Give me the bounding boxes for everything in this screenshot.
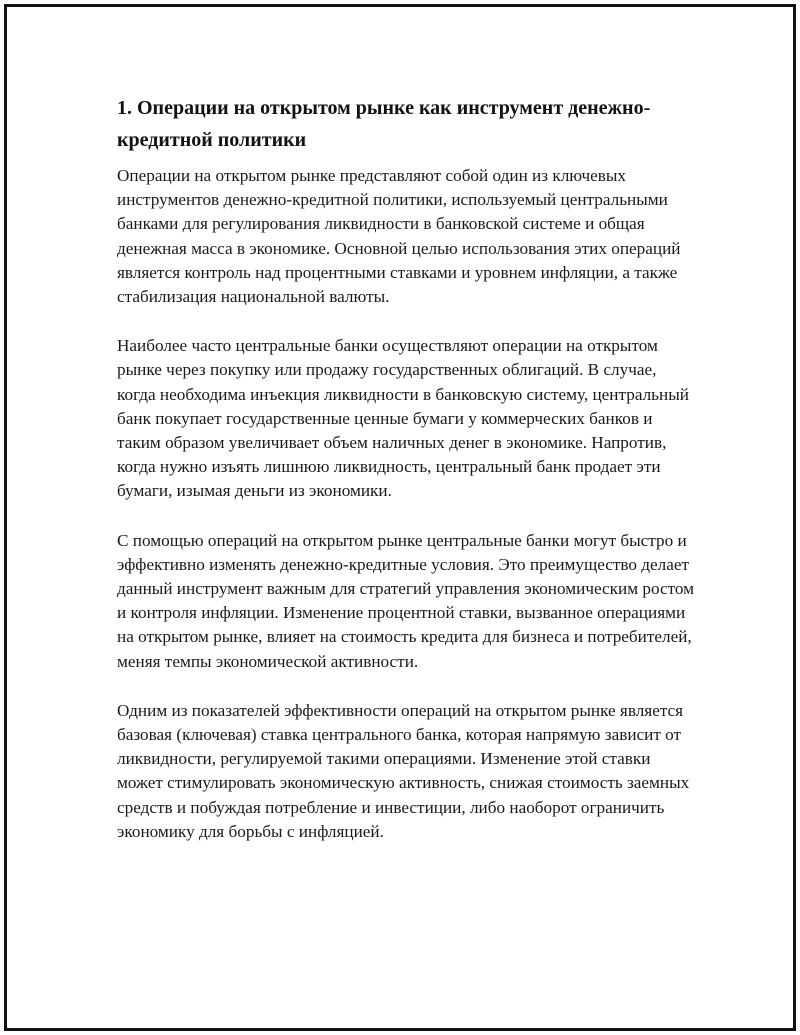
paragraph-3: С помощью операций на открытом рынке центральные банки могут быстро и эффективно изменять денежно-кредитные условия. Это преимущество делает данный инструмент важным для стратегий управления экономическим ростом и контроля инфляции. Изменение процентной ставки, вызванное операциями на открытом рынке, влияет на стоимость кредита для бизнеса и потребителей, меняя темпы экономической активности. xyxy=(117,530,695,671)
paragraph-4: Одним из показателей эффективности операций на открытом рынке является базовая (ключевая) ставка центрального банка, которая напрямую зависит от ликвидности, регулируемой такими операциями. Изменение этой ставки может стимулировать экономическую активность, снижая стоимость заемных средств и побуждая потребление и инвестиции, либо наоборот ограничить экономику для борьбы с инфляцией. xyxy=(117,700,690,841)
paragraph-2: Наиболее часто центральные банки осуществляют операции на открытом рынке через покупку или продажу государственных облигаций. В случае, когда необходима инъекция ликвидности в банковскую систему, центральный банк покупает государственные ценные бумаги у коммерческих банков и таким образом увеличивает объем наличных денег в экономике. Напротив, когда нужно изъять лишнюю ликвидность, центральный банк продает эти бумаги, изымая деньги из экономики. xyxy=(117,336,689,501)
paragraph-1: Операции на открытом рынке представляют собой один из ключевых инструментов денежно-кредитной политики, используемый центральными банками для регулирования ликвидности в банковской системе и общая денежная масса в экономике. Основной целью использования этих операций является контроль над процентными ставками и уровнем инфляции, а также стабилизация национальной валюты. xyxy=(117,166,681,307)
section-heading: 1. Операции на открытом рынке как инструмент денежно-кредитной политики xyxy=(117,97,651,151)
document-body xyxy=(117,92,697,869)
